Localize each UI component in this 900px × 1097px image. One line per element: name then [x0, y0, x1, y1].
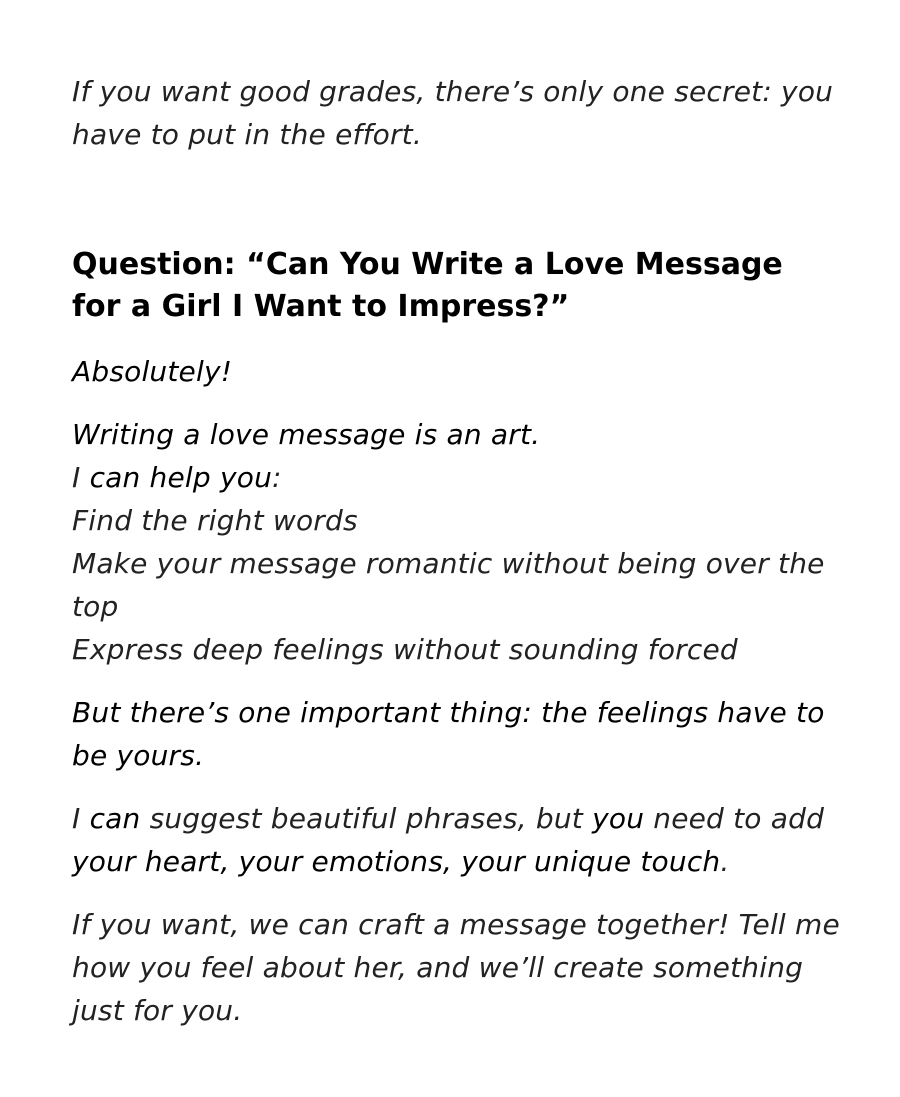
question-heading-line-2: for a Girl I Want to Impress?”	[72, 289, 570, 324]
list-item: Express deep feelings without sounding forced	[72, 633, 738, 666]
suggest-emphasis-you: you	[592, 802, 645, 835]
question-heading	[72, 244, 862, 328]
help-line-suffix: :	[272, 461, 282, 494]
help-line-prefix: I	[72, 461, 90, 494]
suggest-part-1: I	[72, 802, 90, 835]
suggest-paragraph	[72, 797, 862, 883]
help-line	[72, 456, 862, 499]
document-page	[72, 70, 862, 1032]
suggest-emphasis-can: can	[89, 802, 141, 835]
closing-paragraph: If you want, we can craft a message together! Tell me how you feel about her, and we’ll create something just for you.	[72, 908, 840, 1027]
suggest-part-3: suggest beautiful phrases, but	[140, 802, 593, 835]
intro-paragraph: If you want good grades, there’s only one secret: you have to put in the effort.	[72, 75, 834, 151]
list-item: Find the right words	[72, 504, 358, 537]
help-list-block	[72, 413, 862, 671]
help-line-emphasis: can help you	[89, 461, 273, 494]
list-item: Make your message romantic without being over the top	[72, 547, 825, 623]
suggest-emphasis-heart: your heart, your emotions, your unique touch	[72, 845, 721, 878]
suggest-part-7: .	[720, 845, 730, 878]
important-paragraph: But there’s one important thing: the feelings have to be yours.	[72, 696, 825, 772]
absolutely-paragraph: Absolutely!	[72, 355, 233, 388]
question-heading-line-1: Question: “Can You Write a Love Message	[72, 247, 783, 282]
suggest-part-5: need to add	[644, 802, 825, 835]
art-line: Writing a love message is an art.	[72, 418, 541, 451]
